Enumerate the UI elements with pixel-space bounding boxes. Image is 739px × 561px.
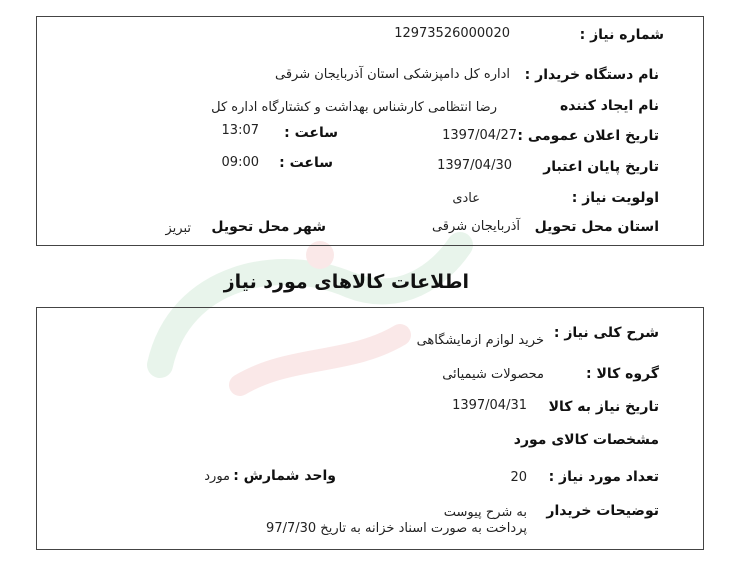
- description-label: شرح کلی نیاز :: [553, 325, 659, 341]
- need-date-value: 1397/04/31: [452, 398, 527, 413]
- description-value: خرید لوازم ازمایشگاهی: [416, 333, 544, 348]
- creator-label: نام ایجاد کننده: [559, 98, 659, 114]
- notes-label: توضیحات خریدار: [546, 503, 659, 519]
- expiry-date-value: 1397/04/30: [437, 158, 512, 173]
- group-value: محصولات شیمیائی: [442, 367, 544, 382]
- quantity-label: تعداد مورد نیاز :: [548, 469, 659, 485]
- unit-label: واحد شمارش :: [233, 468, 336, 484]
- announce-date-label: تاریخ اعلان عمومی :: [517, 128, 659, 144]
- expiry-date-label: تاریخ پایان اعتبار: [543, 159, 659, 175]
- creator-value: رضا انتظامی کارشناس بهداشت و کشتارگاه اداره کل: [211, 100, 497, 115]
- notes-line-1: به شرح پیوست: [443, 505, 527, 520]
- group-label: گروه کالا :: [586, 366, 659, 382]
- announce-time-value: 13:07: [221, 123, 259, 138]
- priority-label: اولویت نیاز :: [571, 190, 659, 206]
- announce-time-label: ساعت :: [284, 125, 338, 141]
- need-number-label: شماره نیاز :: [579, 27, 664, 43]
- goods-section-heading: اطلاعات کالاهای مورد نیاز: [223, 271, 469, 293]
- unit-value: مورد: [204, 469, 230, 484]
- quantity-value: 20: [510, 470, 527, 485]
- province-value: آذربایجان شرقی: [431, 219, 520, 234]
- buyer-value: اداره کل دامپزشکی استان آذربایجان شرقی: [275, 67, 510, 82]
- expiry-time-label: ساعت :: [279, 155, 333, 171]
- need-number-value: 12973526000020: [394, 26, 510, 41]
- expiry-time-value: 09:00: [221, 155, 259, 170]
- priority-value: عادی: [452, 191, 480, 206]
- buyer-label: نام دستگاه خریدار :: [524, 67, 659, 83]
- province-label: استان محل تحویل: [534, 219, 659, 235]
- need-date-label: تاریخ نیاز به کالا: [548, 399, 659, 415]
- announce-date-value: 1397/04/27: [442, 128, 517, 143]
- city-value: تبریز: [165, 221, 191, 236]
- specs-label: مشخصات کالای مورد: [513, 432, 659, 448]
- notes-line-2: پرداخت به صورت اسناد خزانه به تاریخ 97/7/30: [266, 521, 527, 536]
- city-label: شهر محل تحویل: [211, 219, 326, 235]
